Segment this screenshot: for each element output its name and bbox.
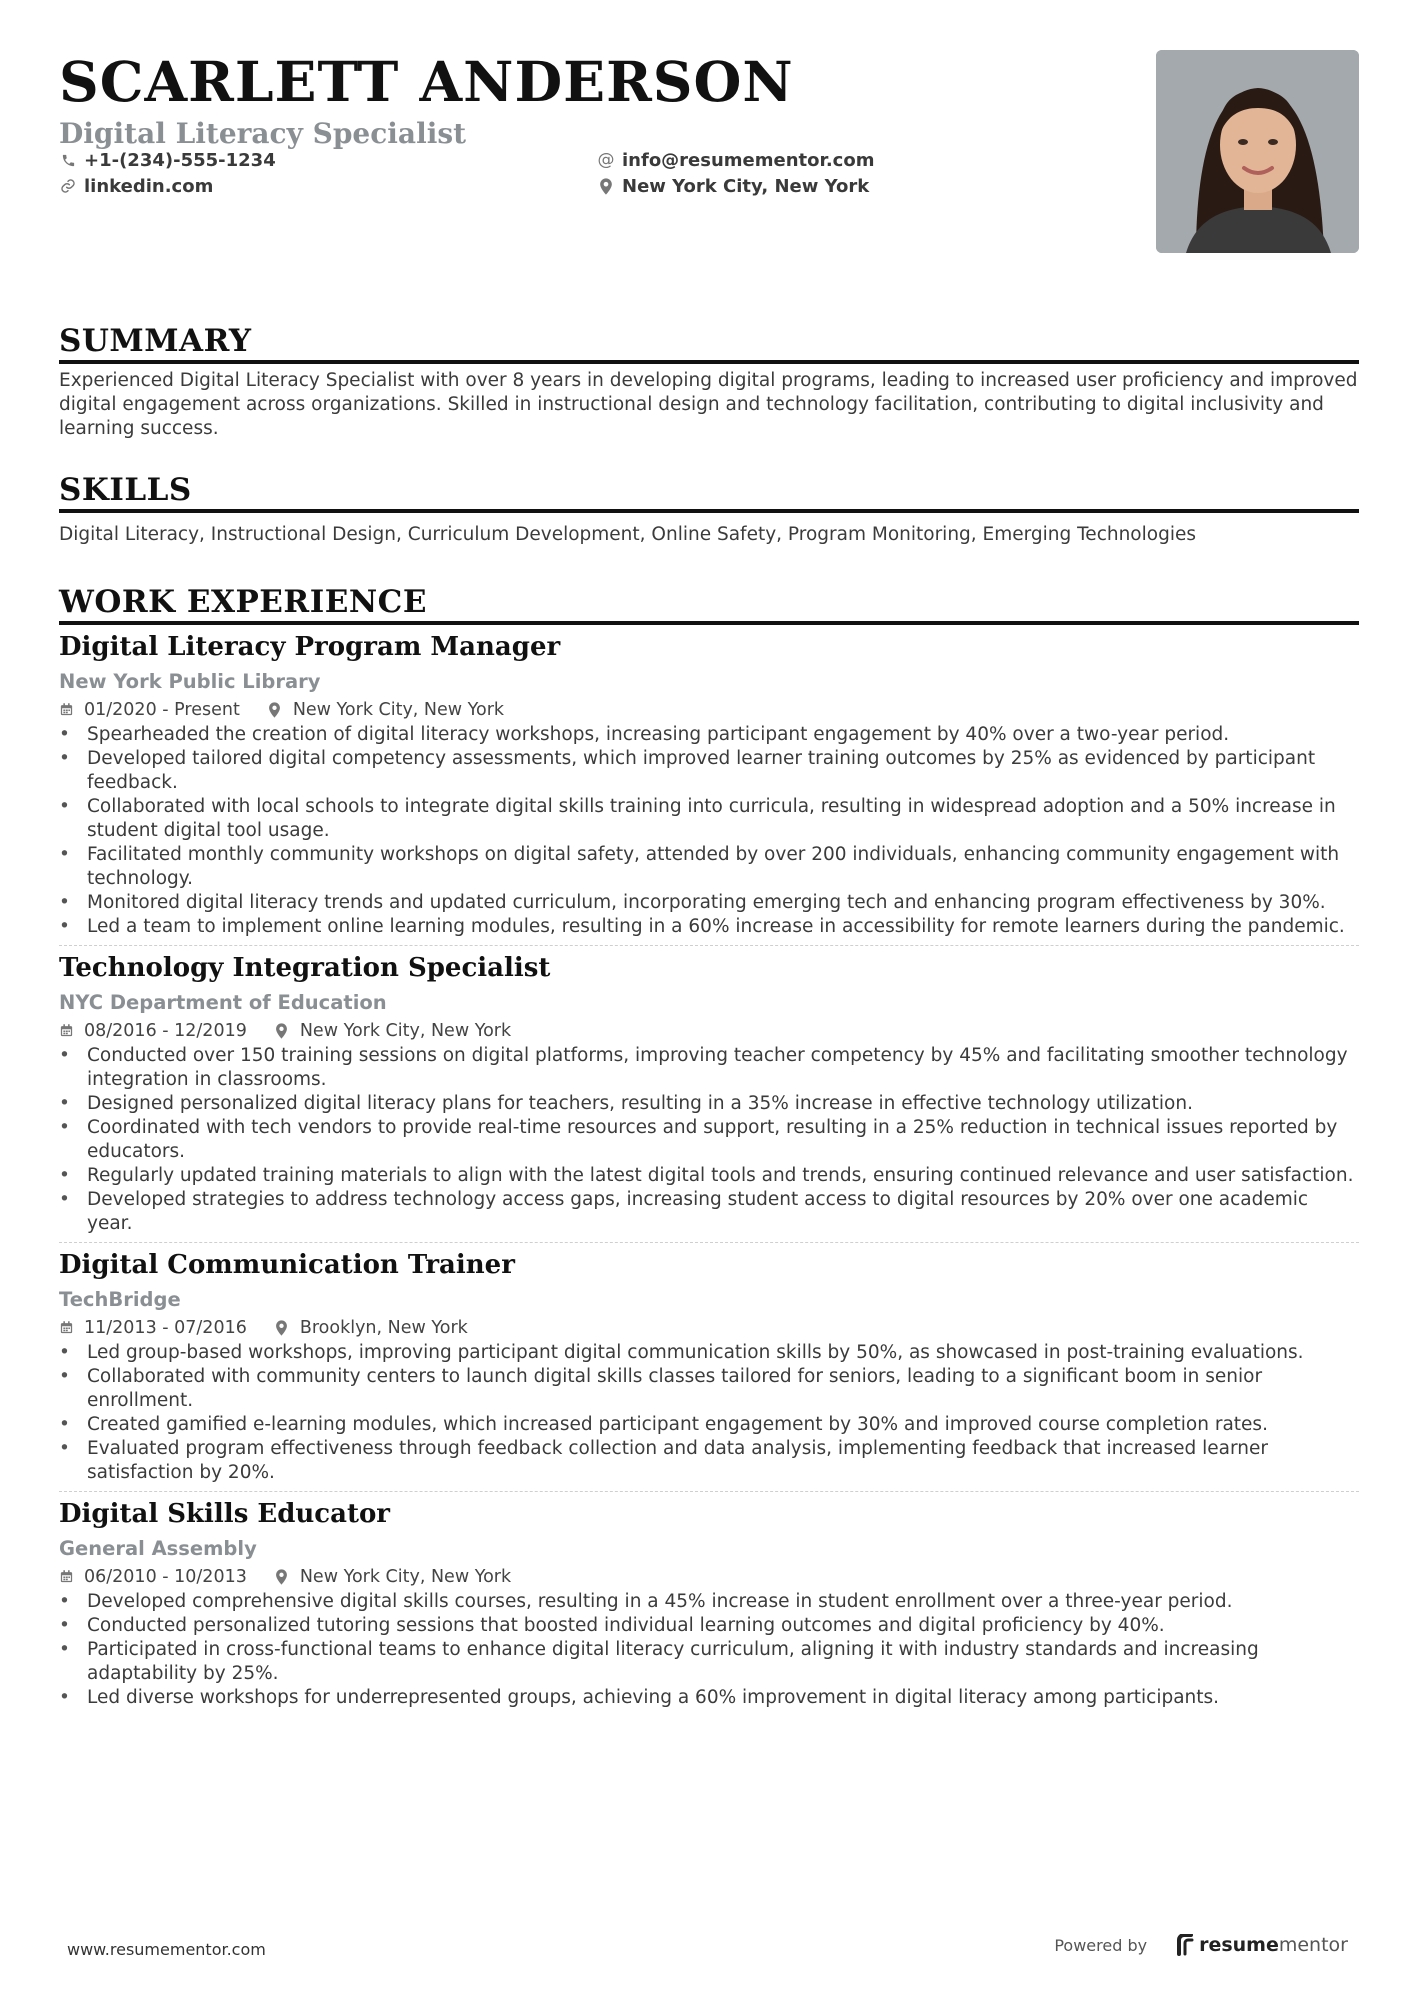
- location-text: New York City, New York: [622, 175, 870, 197]
- summary-heading: SUMMARY: [59, 322, 1359, 364]
- calendar-icon: [59, 702, 75, 718]
- resume-header: [59, 48, 1359, 264]
- footer-website: www.resumementor.com: [67, 1940, 266, 1959]
- job-entry: [59, 1492, 1359, 1716]
- job-bullet: • Collaborated with local schools to integrate digital skills training into curricula, resulting in widespread adoption and a 50% increase in student digital tool usage.: [59, 795, 1359, 843]
- job-dates: 11/2013 - 07/2016: [84, 1318, 247, 1338]
- job-company: General Assembly: [59, 1537, 257, 1560]
- resume-page: [59, 48, 1359, 1716]
- job-title: Digital Communication Trainer: [59, 1250, 515, 1280]
- brand-mark-icon: [1177, 1934, 1195, 1956]
- footer-powered: [1054, 1934, 1348, 1956]
- job-bullet: • Developed tailored digital competency assessments, which improved learner training outcomes by 25% as evidenced by participant feedback.: [59, 747, 1359, 795]
- skills-section: [59, 471, 1359, 547]
- job-bullet: • Participated in cross-functional teams to enhance digital literacy curriculum, aligning it with industry standards and increasing adaptability by 25%.: [59, 1638, 1359, 1686]
- candidate-name: SCARLETT ANDERSON: [59, 49, 794, 114]
- job-bullet: • Monitored digital literacy trends and updated curriculum, incorporating emerging tech and enhancing program effectiveness by 30%.: [59, 891, 1359, 915]
- powered-by-text: Powered by: [1054, 1935, 1148, 1955]
- at-icon: @: [597, 150, 615, 170]
- link-icon: [59, 177, 77, 195]
- summary-section: [59, 322, 1359, 441]
- job-bullet: • Led group-based workshops, improving participant digital communication skills by 50%, as showcased in post-training evaluations.: [59, 1341, 1359, 1365]
- candidate-title: Digital Literacy Specialist: [59, 117, 467, 150]
- job-bullet: • Led diverse workshops for underrepresented groups, achieving a 60% improvement in digital literacy among participants.: [59, 1686, 1359, 1710]
- calendar-icon: [59, 1023, 75, 1039]
- contact-linkedin: [59, 174, 213, 198]
- job-company: New York Public Library: [59, 670, 321, 693]
- contact-phone: [59, 148, 276, 172]
- job-bullets: [59, 1341, 1359, 1485]
- job-meta: [59, 697, 1359, 723]
- job-bullet: • Coordinated with tech vendors to provide real-time resources and support, resulting in a 25% reduction in technical issues reported by educators.: [59, 1116, 1359, 1164]
- job-bullet: • Conducted over 150 training sessions on digital platforms, improving teacher competency by 45% and facilitating smoother technology integration in classrooms.: [59, 1044, 1359, 1092]
- linkedin-text: linkedin.com: [84, 175, 214, 197]
- job-bullets: [59, 723, 1359, 939]
- brand-name-bold: resume: [1199, 1934, 1279, 1956]
- calendar-icon: [59, 1320, 75, 1336]
- job-company: NYC Department of Education: [59, 991, 387, 1014]
- job-company: TechBridge: [59, 1288, 181, 1311]
- job-dates: 08/2016 - 12/2019: [84, 1021, 247, 1041]
- job-entry: [59, 946, 1359, 1243]
- job-bullets: [59, 1044, 1359, 1236]
- job-bullet: • Collaborated with community centers to launch digital skills classes tailored for seniors, leading to a significant boom in senior enrollment.: [59, 1365, 1359, 1413]
- map-pin-icon: [275, 1023, 291, 1039]
- job-entry: [59, 1243, 1359, 1492]
- work-experience-section: [59, 583, 1359, 1716]
- contact-location: [597, 174, 869, 198]
- email-text: info@resumementor.com: [622, 149, 875, 171]
- phone-icon: [59, 151, 77, 169]
- job-location: New York City, New York: [299, 1021, 512, 1041]
- calendar-icon: [59, 1569, 75, 1585]
- map-pin-icon: [268, 702, 284, 718]
- job-entry: [59, 625, 1359, 946]
- job-bullet: • Developed comprehensive digital skills courses, resulting in a 45% increase in student enrollment over a three-year period.: [59, 1590, 1359, 1614]
- job-dates: 06/2010 - 10/2013: [84, 1567, 247, 1587]
- job-title: Technology Integration Specialist: [59, 953, 551, 983]
- job-list: [59, 625, 1359, 1716]
- brand-name-light: mentor: [1278, 1934, 1348, 1956]
- job-dates: 01/2020 - Present: [84, 700, 240, 720]
- job-meta: [59, 1018, 1359, 1044]
- job-bullets: [59, 1590, 1359, 1710]
- work-experience-heading: WORK EXPERIENCE: [59, 583, 1359, 625]
- job-title: Digital Skills Educator: [59, 1499, 391, 1529]
- job-bullet: • Conducted personalized tutoring sessions that boosted individual learning outcomes and digital proficiency by 40%.: [59, 1614, 1359, 1638]
- brand-logo: [1177, 1934, 1348, 1956]
- contact-email: [597, 148, 874, 172]
- job-location: Brooklyn, New York: [299, 1318, 468, 1338]
- job-bullet: • Spearheaded the creation of digital literacy workshops, increasing participant engagement by 40% over a two-year period.: [59, 723, 1359, 747]
- job-bullet: • Developed strategies to address technology access gaps, increasing student access to digital resources by 20% over one academic year.: [59, 1188, 1359, 1236]
- job-meta: [59, 1564, 1359, 1590]
- job-title: Digital Literacy Program Manager: [59, 632, 561, 662]
- job-bullet: • Facilitated monthly community workshops on digital safety, attended by over 200 individuals, enhancing community engagement with technology.: [59, 843, 1359, 891]
- skills-text: Digital Literacy, Instructional Design, Curriculum Development, Online Safety, Program Monitoring, Emerging Technologies: [59, 524, 1196, 545]
- job-bullet: • Evaluated program effectiveness through feedback collection and data analysis, implementing feedback that increased learner satisfaction by 20%.: [59, 1437, 1359, 1485]
- job-location: New York City, New York: [299, 1567, 512, 1587]
- job-meta: [59, 1315, 1359, 1341]
- job-location: New York City, New York: [292, 700, 505, 720]
- job-bullet: • Regularly updated training materials to align with the latest digital tools and trends, ensuring continued relevance and user satisfaction.: [59, 1164, 1359, 1188]
- phone-text: +1-(234)-555-1234: [84, 149, 276, 171]
- map-pin-icon: [275, 1569, 291, 1585]
- job-bullet: • Designed personalized digital literacy plans for teachers, resulting in a 35% increase in effective technology utilization.: [59, 1092, 1359, 1116]
- job-bullet: • Led a team to implement online learning modules, resulting in a 60% increase in accessibility for remote learners during the pandemic.: [59, 915, 1359, 939]
- profile-photo: [1156, 50, 1359, 253]
- map-pin-icon: [597, 177, 615, 195]
- summary-text: Experienced Digital Literacy Specialist with over 8 years in developing digital programs, leading to increased user proficiency and improved digital engagement across organizations. Skilled in instructional design and technology facilitation, contributing to digital inclusivity and learning success.: [59, 370, 1358, 439]
- job-bullet: • Created gamified e-learning modules, which increased participant engagement by 30% and improved course completion rates.: [59, 1413, 1359, 1437]
- map-pin-icon: [275, 1320, 291, 1336]
- skills-heading: SKILLS: [59, 471, 1359, 513]
